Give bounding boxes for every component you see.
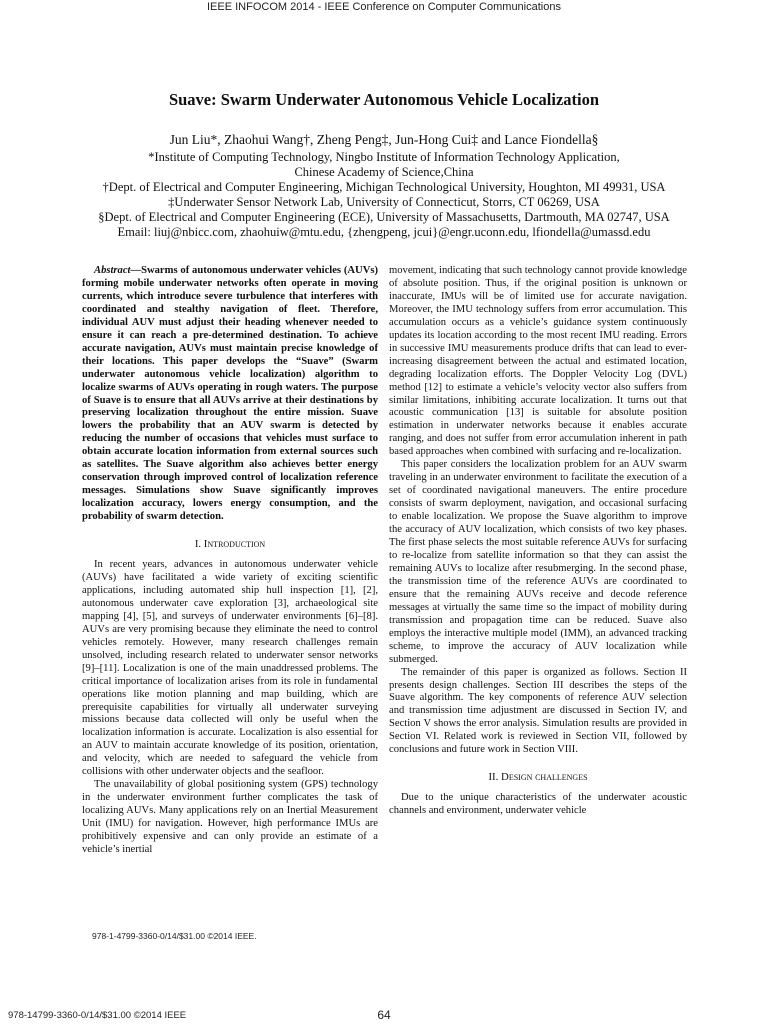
right-paragraph-2: This paper considers the localization problem for an AUV swarm traveling in an underwater environment to facilitate the execution of a set of coordinated navigational maneuvers. The entire procedure consists of swarm deployment, navigation, and occasional surfacing to enable localization. We propose the Suave algorithm to improve the accuracy of AUV localization, which consists of two key phases. The first phase selects the most suitable reference AUVs for surfacing to re-localize from satellite information so that they can assist the remaining AUVs to localize after resubmerging. In the second phase, the transmission time of the reference AUVs are coordinated to ensure that the remaining AUVs receive and decode reference messages at virtually the same time so the impact of mobility during transmission and propagation time can be reduced. Suave also employs the interactive multiple model (IMM), an advanced tracking scheme, to improve the accuracy of AUV localization while submerged.: [389, 459, 687, 665]
conference-header: IEEE INFOCOM 2014 - IEEE Conference on Computer Communications: [207, 1, 561, 13]
affiliation-2: †Dept. of Electrical and Computer Engineering, Michigan Technological University, Houghton, MI 49931, USA: [102, 180, 666, 194]
right-paragraph-3: The remainder of this paper is organized as follows. Section II presents design challenges. Section III describes the steps of the Suave algorithm. The key components of reference AUV selection and transmission time adjustment are discussed in Section IV, and Section V shows the error analysis. Simulation results are provided in Section VI. Related work is reviewed in Section VII, followed by conclusions and future work in Section VIII.: [389, 666, 687, 756]
abstract-lead: Abstract: [94, 265, 131, 276]
affiliation-3: ‡Underwater Sensor Network Lab, University of Connecticut, Storrs, CT 06269, USA: [168, 195, 600, 209]
affiliation-1a: *Institute of Computing Technology, Ningbo Institute of Information Technology Application,: [148, 150, 620, 164]
author-emails: Email: liuj@nbicc.com, zhaohuiw@mtu.edu, {zhengpeng, jcui}@engr.uconn.edu, lfiondella@umassd.edu: [117, 225, 651, 239]
affiliation-1b: Chinese Academy of Science,China: [294, 165, 474, 179]
footer-copyright: 978-14799-3360-0/14/$31.00 ©2014 IEEE: [8, 1010, 187, 1021]
intro-paragraph-1: In recent years, advances in autonomous underwater vehicle (AUVs) have facilitated a wide variety of exciting scientific applications, including automated ship hull inspection [1], [2], autonomous underwater cave exploration [3], archaeological site mapping [4], [5], and surveys of underwater environments [6]–[8]. AUVs are very promising because they eliminate the need to control vehicles remotely. However, many research challenges remain unsolved, including research related to underwater sensor networks [9]–[11]. Localization is one of the main unaddressed problems. The critical importance of localization arises from its role in fundamental operations like motion planning and map building, which are prerequisite capabilities for virtually all underwater surveying missions because data collected will only be useful when the localization information is accurate. Localization is also essential for an AUV to maintain accurate knowledge of its position, orientation, and velocity, which are needed to safeguard the vehicle from collisions with other underwater objects and the seafloor.: [82, 559, 378, 778]
author-names: Jun Liu*, Zhaohui Wang†, Zheng Peng‡, Jun-Hong Cui‡ and Lance Fiondella§: [169, 132, 599, 147]
abstract-text: —Swarms of autonomous underwater vehicles (AUVs) forming mobile underwater networks often operate in moving currents, which introduce severe turbulence that interferes with coordinated and stealthy navigation of fleet. Therefore, individual AUV must adjust their heading whenever needed to ensure it can reach a pre-determined destination. To achieve accurate navigation, AUVs must maintain precise knowledge of their locations. This paper develops the “Suave” (Swarm underwater autonomous vehicle localization) algorithm to localize swarms of AUVs operating in rough waters. The purpose of Suave is to ensure that all AUVs arrive at their destinations by preserving localization throughout the entire mission. Suave lowers the probability that an AUV swarm is detected by reducing the number of occasions that vehicles must surface to obtain accurate location information from external sources such as satellites. The Suave algorithm also achieves better energy conservation through improved control of localization reference messages. Simulations show Suave significantly improves localization accuracy, lowers energy consumption, and the probability of swarm detection.: [82, 265, 378, 523]
left-column: [82, 265, 378, 857]
right-paragraph-1: movement, indicating that such technology cannot provide knowledge of absolute position. Thus, if the original position is unknown or inaccurate, IMUs will be of limited use for accurate navigation. Moreover, the IMU technology suffers from error accumulation. This accumulation occurs as a vehicle’s guidance system continuously updates its location according to the most recent IMU reading. Errors in successive IMU measurements produce drifts that can lead to ever-increasing disagreement between the actual and estimated location, degrading localization efforts. The Doppler Velocity Log (DVL) method [12] to estimate a vehicle’s velocity vector also suffers from similar limitations, inhibiting accurate localization. It turns out that acoustic communication [13] is suitable for absolute position estimation in underwater networks because it enables accurate ranging, and does not suffer from error accumulation inherent in path based approaches when combined with surfacing and re-localization.: [389, 265, 687, 458]
right-column: [389, 265, 687, 818]
copyright-note: 978-1-4799-3360-0/14/$31.00 ©2014 IEEE.: [92, 931, 257, 941]
page-number: 64: [377, 1008, 391, 1022]
design-challenges-heading: II. Design challenges: [488, 771, 588, 784]
design-paragraph-1: Due to the unique characteristics of the underwater acoustic channels and environment, underwater vehicle: [389, 792, 687, 817]
introduction-heading: I. Introduction: [194, 538, 266, 551]
paper-title: Suave: Swarm Underwater Autonomous Vehicle Localization: [168, 90, 600, 109]
author-block: [20, 131, 748, 240]
intro-paragraph-2: The unavailability of global positioning system (GPS) technology in the underwater environment further complicates the task of localizing AUVs. Many applications rely on an Inertial Measurement Unit (IMU) for navigation. However, high performance IMUs are prohibitively expensive and can only provide an estimate of a vehicle’s inertial: [82, 779, 378, 855]
affiliation-4: §Dept. of Electrical and Computer Engineering (ECE), University of Massachusetts, Dartmouth, MA 02747, USA: [98, 210, 670, 224]
abstract: [82, 265, 378, 524]
